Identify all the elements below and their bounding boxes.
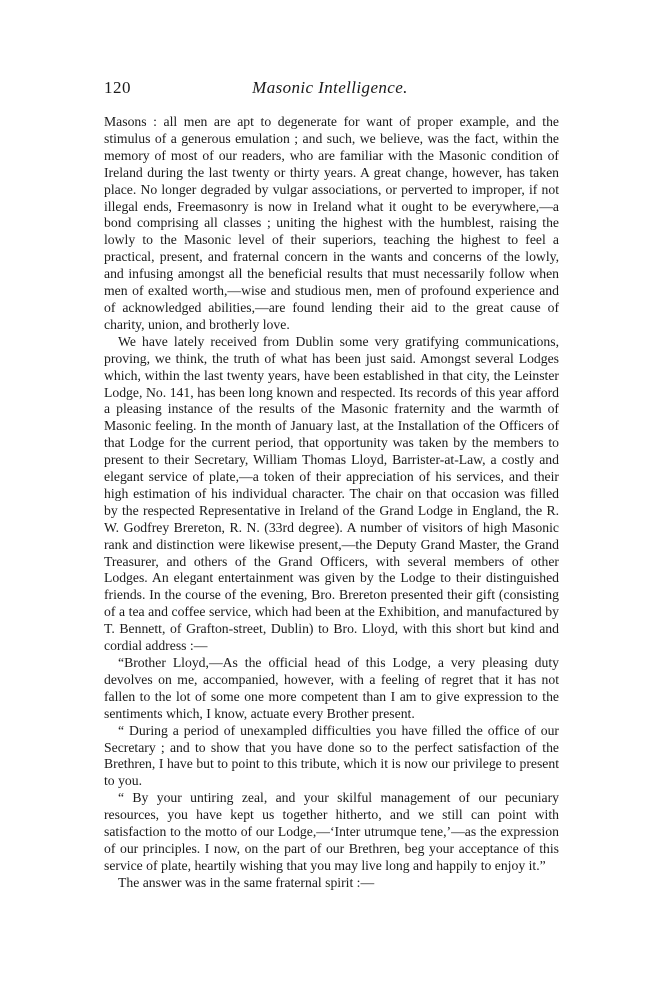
closing-line: The answer was in the same fraternal spirit :— [118, 874, 375, 890]
quoted-address-paragraph-3: “ By your untiring zeal, and your skilful management of our pecuniary resources, you have kept us together hitherto, and we still can point with satisfaction to the motto of our Lodge,—‘Inter utrumque tene,’—as the expression of our principles. I now, on the part of our Brethren, beg your acceptance of this service of plate, heartily wishing that you may live long and happily to enjoy it.” [104, 790, 559, 873]
running-title: Masonic Intelligence. [252, 78, 408, 97]
paragraph-1: Masons : all men are apt to degenerate for want of proper example, and the stimulus of a generous emulation ; and such, we believe, was the fact, within the memory of most of our readers, who are familiar with the Masonic condition of Ireland during the last twenty or thirty years. A great change, however, has taken place. No longer degraded by vulgar associations, or perverted to improper, if not illegal ends, Freemasonry is now in Ireland what it ought to be everywhere,—a bond comprising all classes ; uniting the highest with the humblest, raising the lowly to the Masonic level of their superiors, teaching the highest to feel a practical, present, and fraternal concern in the wants and concerns of the lowly, and infusing amongst all the beneficial results that must necessarily follow when men of exalted worth,—wise and studious men, men of profound experience and of acknowledged abilities,—are found lending their aid to the great cause of charity, union, and brotherly love. [104, 114, 559, 332]
article-body [104, 114, 559, 892]
quoted-address-paragraph-1: “Brother Lloyd,—As the official head of this Lodge, a very pleasing duty devolves on me, accompanied, however, with a feeling of regret that it has not fallen to the lot of some one more competent than I am to give expression to the sentiments which, I know, actuate every Brother present. [104, 655, 559, 721]
quoted-address-paragraph-2: “ During a period of unexampled difficulties you have filled the office of our Secretary ; and to show that you have done so to the perfect satisfaction of the Brethren, I have but to point to this tribute, which it is now our privilege to present to you. [104, 722, 559, 789]
page-number: 120 [104, 78, 131, 97]
paragraph-2: We have lately received from Dublin some very gratifying communications, proving, we think, the truth of what has been just said. Amongst several Lodges which, within the last twenty years, have been established in that city, the Leinster Lodge, No. 141, has been long known and respected. Its records of this year afford a pleasing instance of the results of the Masonic fraternity and the warmth of Masonic feeling. In the month of January last, at the Installation of the Officers of that Lodge for the current period, that opportunity was taken by the members to present to their Secretary, William Thomas Lloyd, Barrister-at-Law, a costly and elegant service of plate,—a token of their appreciation of his services, and their high estimation of his individual character. The chair on that occasion was filled by the respected Representative in Ireland of the Grand Lodge in England, the R. W. Godfrey Brereton, R. N. (33rd degree). A number of visitors of high Masonic rank and distinction were likewise present,—the Deputy Grand Master, the Grand Treasurer, and others of the Grand Officers, with several members of other Lodges. An elegant entertainment was given by the Lodge to their distinguished friends. In the course of the evening, Bro. Brereton presented their gift (consisting of a tea and coffee service, which had been at the Exhibition, and manufactured by T. Bennett, of Grafton-street, Dublin) to Bro. Lloyd, with this short but kind and cordial address :— [104, 333, 559, 654]
page-header [104, 78, 556, 102]
